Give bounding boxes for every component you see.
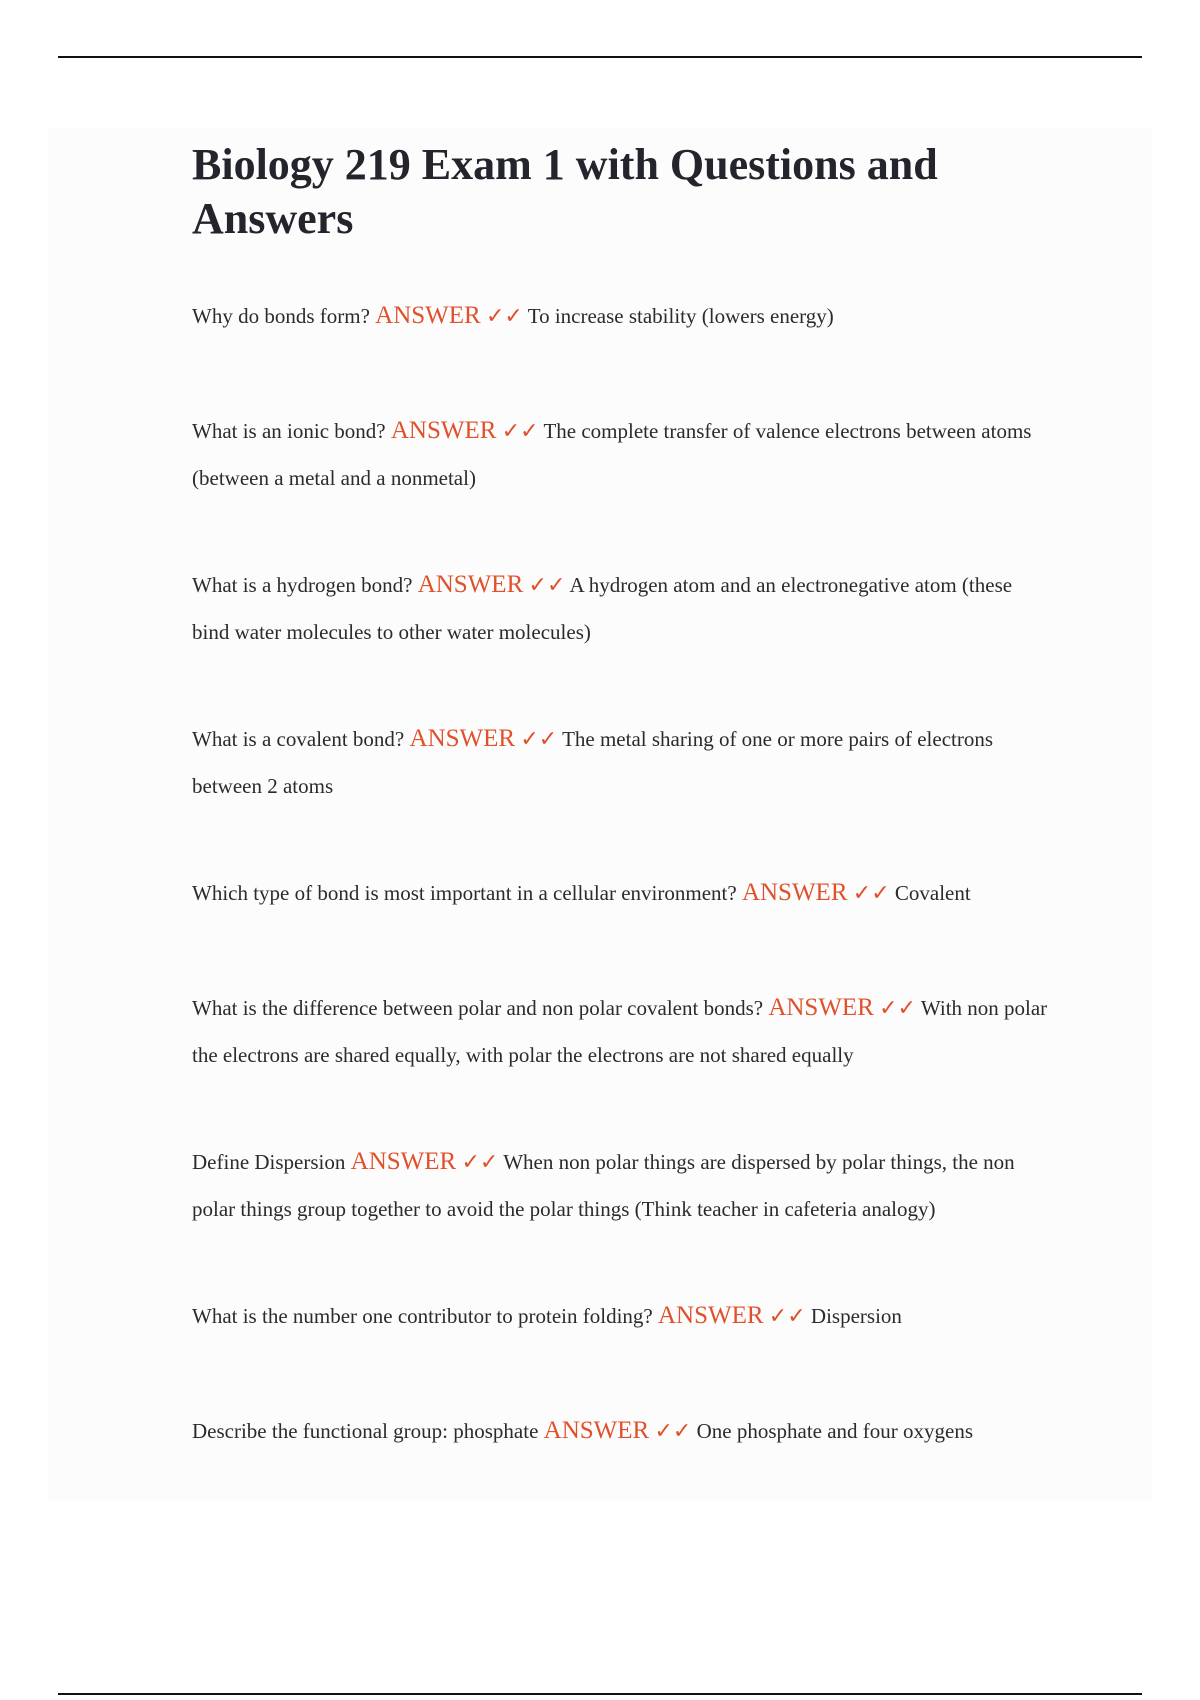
answer-label: ANSWER <box>417 571 524 598</box>
qa-item <box>192 985 1052 1078</box>
answer-text: The metal sharing of one or more pairs of electrons between 2 atoms <box>192 727 994 798</box>
answer-label: ANSWER <box>657 1302 764 1329</box>
answer-label: ANSWER <box>741 879 848 906</box>
answer-text: When non polar things are dispersed by polar things, the non polar things group together to avoid the polar things (Think teacher in cafeteria analogy) <box>192 1150 1015 1221</box>
question-text: What is a covalent bond? <box>192 727 405 751</box>
question-text: Describe the functional group: phosphate <box>192 1419 539 1443</box>
double-check-icon: ✓✓ <box>520 727 558 752</box>
qa-item <box>192 408 1052 501</box>
qa-item <box>192 293 1052 340</box>
qa-item <box>192 1293 1052 1340</box>
question-text: What is the number one contributor to protein folding? <box>192 1304 653 1328</box>
answer-text: The complete transfer of valence electrons between atoms (between a metal and a nonmetal) <box>192 419 1032 490</box>
answer-text: With non polar the electrons are shared equally, with polar the electrons are not shared equally <box>192 996 1048 1067</box>
top-rule <box>58 56 1142 58</box>
qa-item <box>192 870 1052 917</box>
qa-item <box>192 1408 1052 1455</box>
answer-text: Dispersion <box>810 1304 902 1328</box>
question-text: Which type of bond is most important in a cellular environment? <box>192 881 737 905</box>
answer-label: ANSWER <box>350 1148 457 1175</box>
question-text: What is a hydrogen bond? <box>192 573 413 597</box>
double-check-icon: ✓✓ <box>528 573 566 598</box>
double-check-icon: ✓✓ <box>461 1150 499 1175</box>
answer-text: A hydrogen atom and an electronegative atom (these bind water molecules to other water molecules) <box>192 573 1013 644</box>
document-title: Biology 219 Exam 1 with Questions and Answers <box>192 140 938 243</box>
answer-text: Covalent <box>894 881 971 905</box>
bottom-rule <box>58 1693 1142 1695</box>
double-check-icon: ✓✓ <box>879 996 916 1021</box>
qa-item <box>192 562 1052 655</box>
double-check-icon: ✓✓ <box>852 881 890 906</box>
answer-label: ANSWER <box>375 302 481 329</box>
answer-label: ANSWER <box>768 994 874 1021</box>
question-text: Why do bonds form? <box>192 304 370 328</box>
answer-text: To increase stability (lowers energy) <box>527 304 834 328</box>
question-text: What is the difference between polar and non polar covalent bonds? <box>192 996 764 1020</box>
answer-label: ANSWER <box>390 417 497 444</box>
answer-label: ANSWER <box>543 1417 650 1444</box>
answer-label: ANSWER <box>409 725 516 752</box>
answer-text: One phosphate and four oxygens <box>696 1419 974 1443</box>
qa-item <box>192 1139 1052 1232</box>
question-text: What is an ionic bond? <box>192 419 386 443</box>
double-check-icon: ✓✓ <box>501 419 539 444</box>
double-check-icon: ✓✓ <box>768 1304 806 1329</box>
qa-item <box>192 716 1052 809</box>
double-check-icon: ✓✓ <box>485 304 523 329</box>
double-check-icon: ✓✓ <box>654 1419 692 1444</box>
question-text: Define Dispersion <box>192 1150 346 1174</box>
